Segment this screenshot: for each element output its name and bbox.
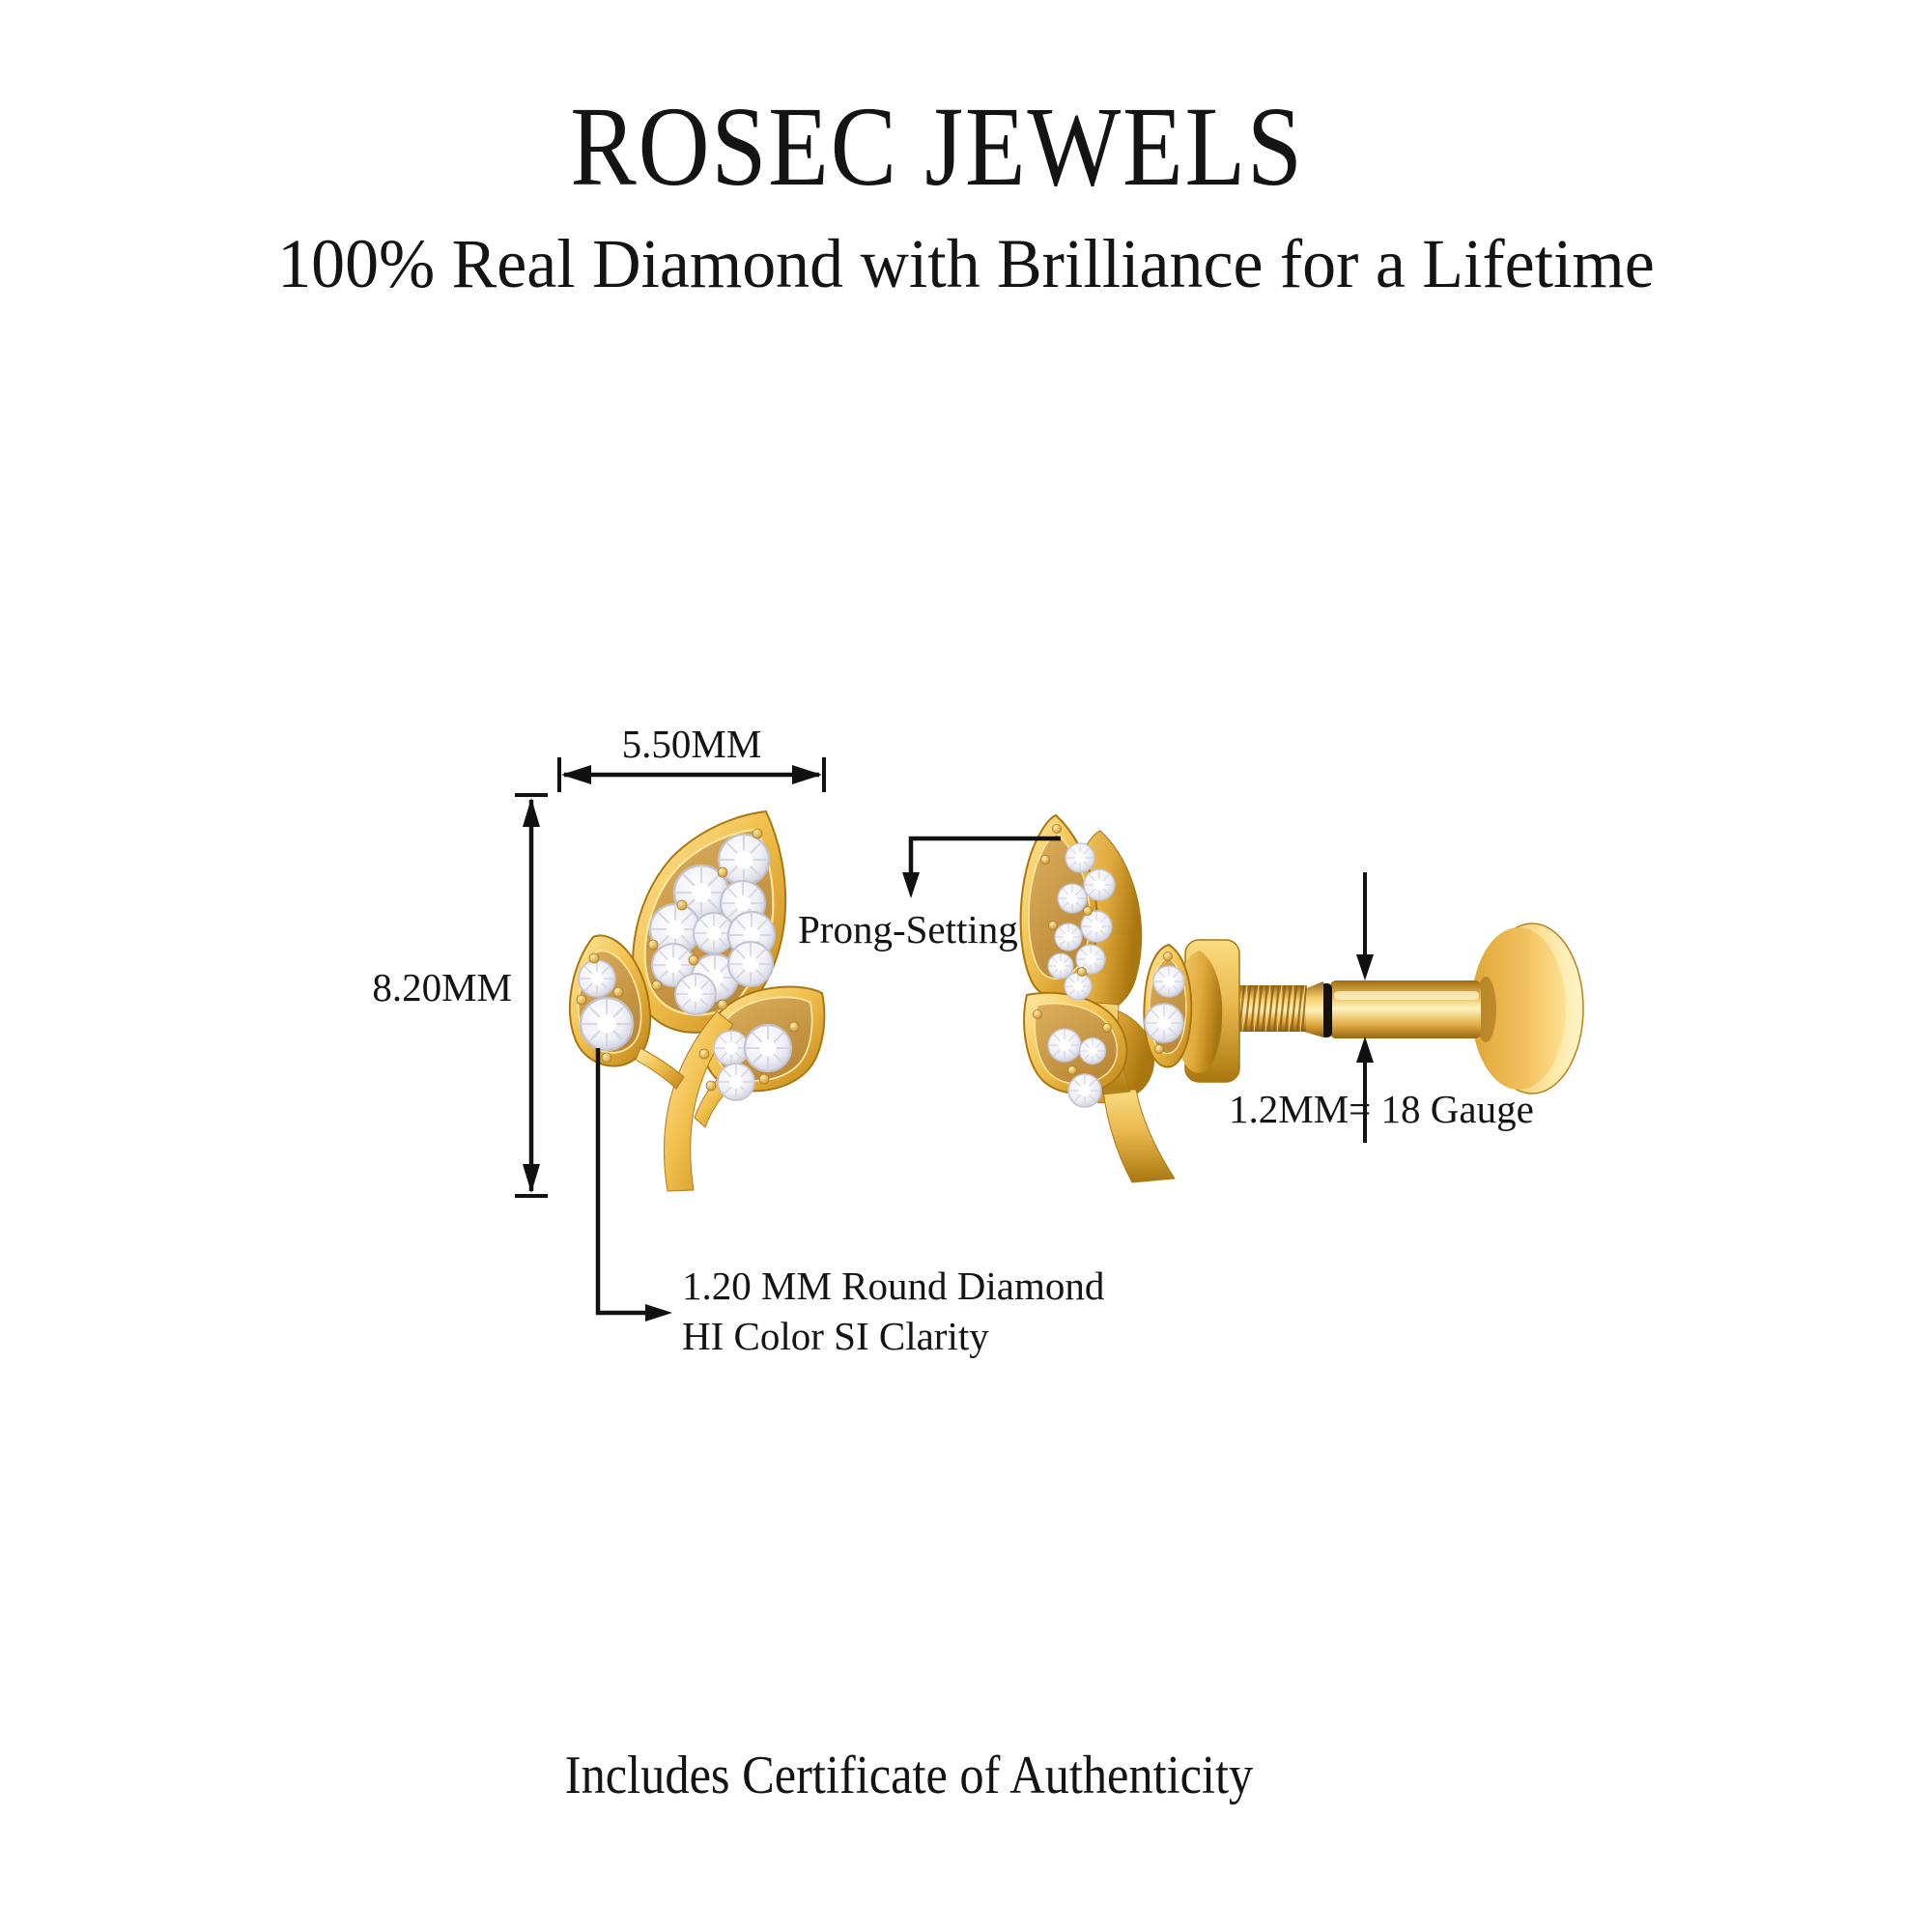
labret-disc — [1471, 923, 1583, 1094]
diamond-spec-line2: HI Color SI Clarity — [682, 1313, 989, 1358]
height-dimension-line — [515, 795, 548, 1196]
gauge-label: 1.2MM= 18 Gauge — [1229, 1087, 1534, 1131]
width-dimension-label: 5.50MM — [621, 722, 762, 766]
brand-tagline: 100% Real Diamond with Brilliance for a Lifetime — [277, 225, 1655, 302]
earring-side-view-illustration — [995, 800, 1584, 1206]
post-collar — [1304, 981, 1323, 1037]
brand-title: ROSEC JEWELS — [570, 83, 1304, 210]
diamond-spec-line1: 1.20 MM Round Diamond — [682, 1264, 1105, 1308]
prong-setting-label: Prong-Setting — [798, 907, 1018, 952]
height-dimension-label: 8.20MM — [372, 965, 512, 1009]
diamond-spec-label — [682, 1262, 1104, 1361]
earring-front-view-illustration — [551, 787, 831, 1203]
threaded-screw — [1238, 985, 1306, 1032]
certificate-note: Includes Certificate of Authenticity — [564, 1746, 1254, 1805]
labret-post — [1330, 980, 1481, 1038]
